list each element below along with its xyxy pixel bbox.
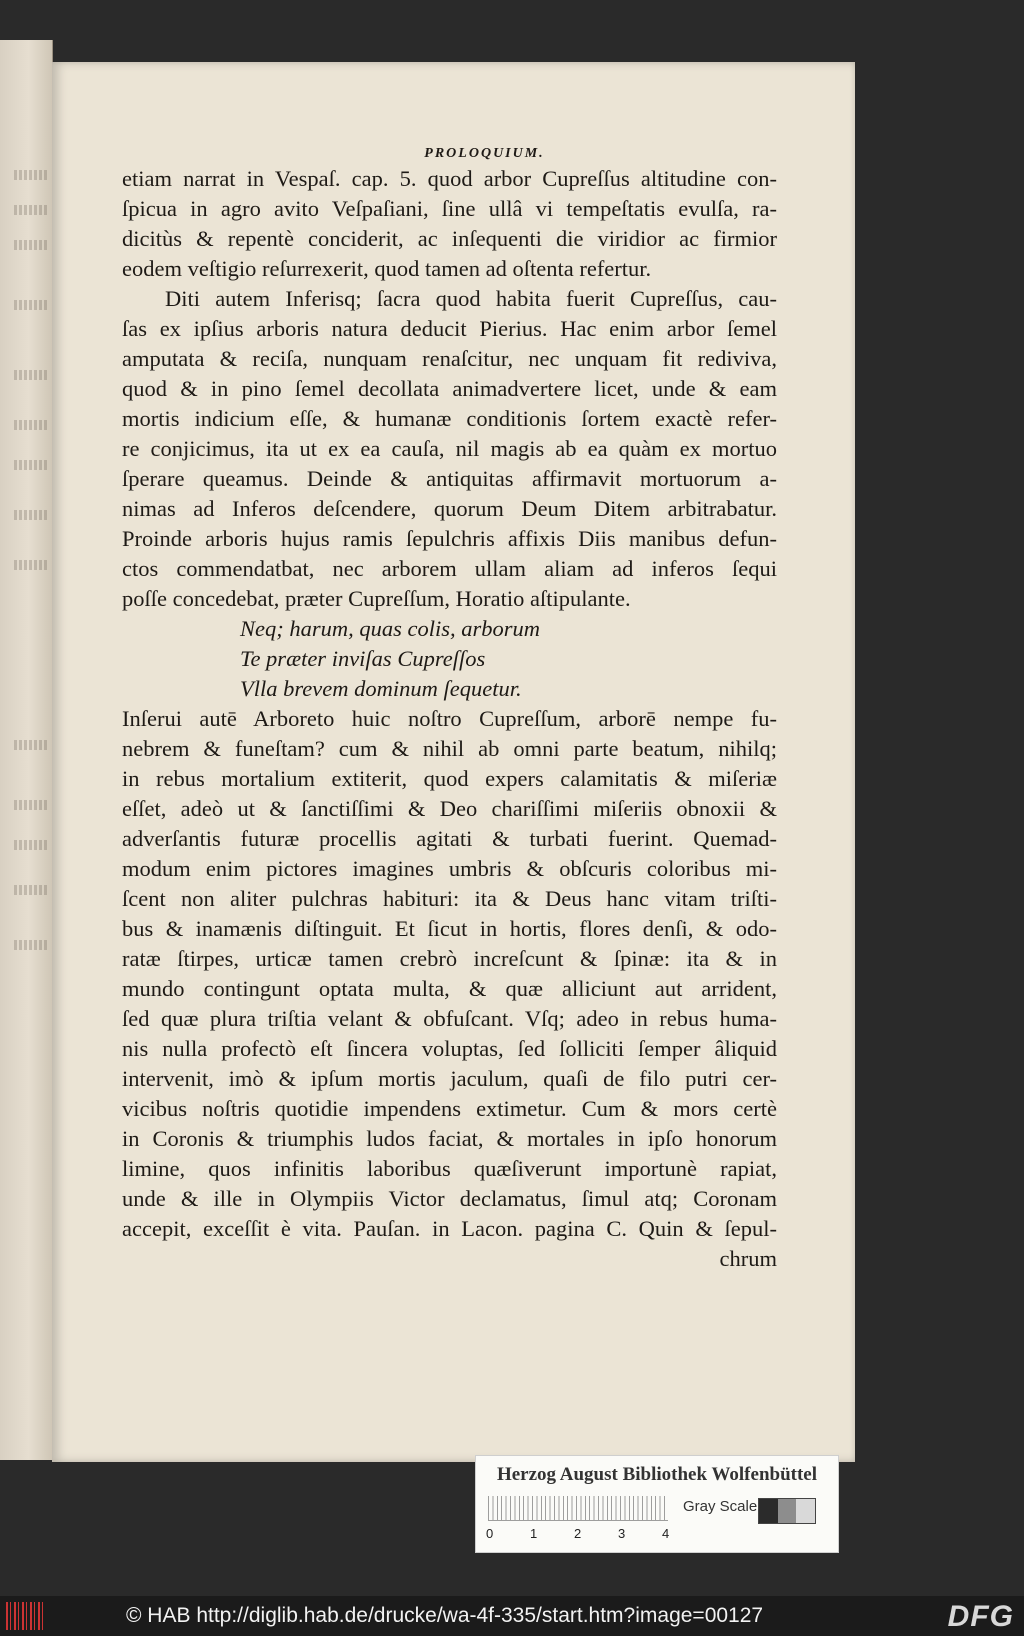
text-line: mundo contingunt optata multa, & quæ alliciunt aut arrident,: [122, 976, 777, 1001]
text-line: unde & ille in Olympiis Victor declamatus, ſimul atq; Coronam: [122, 1186, 777, 1211]
footer-bar: [0, 1596, 1024, 1636]
text-line: re conjicimus, ita ut ex ea cauſa, nil magis ab ea quàm ex mortuo: [122, 436, 777, 461]
text-line: adverſantis futuræ procellis agitati & turbati fuerint. Quemad-: [122, 826, 777, 851]
text-line: bus & inamænis diſtinguit. Et ſicut in hortis, flores denſi, & odo-: [122, 916, 777, 941]
ruler-number: 3: [618, 1526, 626, 1541]
gray-scale-label: Gray Scale: [683, 1498, 758, 1515]
copyright-url[interactable]: © HAB http://diglib.hab.de/drucke/wa-4f-335/start.htm?image=00127: [126, 1604, 764, 1627]
text-line: eodem veſtigio reſurrexerit, quod tamen ad oſtenta refertur.: [122, 256, 652, 281]
text-line: limine, quos infinitis laboribus quæſiverunt importunè rapiat,: [122, 1156, 777, 1181]
running-head: PROLOQUIUM.: [424, 146, 545, 161]
ruler-number: 2: [574, 1526, 582, 1541]
text-block: [122, 144, 777, 1274]
book-page: [52, 62, 855, 1462]
text-line: quod & in pino ſemel decollata animadvertere licet, unde & eam: [122, 376, 777, 401]
ruler-number: 1: [530, 1526, 538, 1541]
text-line: in rebus mortalium extiterit, quod expers calamitatis & miſeriæ: [122, 766, 777, 791]
ruler-number: 4: [662, 1526, 670, 1541]
text-line: ctos commendatbat, nec arborem ullam aliam ad inferos ſequi: [122, 556, 777, 581]
text-line: Diti autem Inferisq; ſacra quod habita fuerit Cupreſſus, cau-: [165, 286, 777, 311]
text-line: ſed quæ plura triſtia velant & obfuſcant. Vſq; adeo in rebus huma-: [122, 1006, 777, 1031]
text-line: etiam narrat in Vespaſ. cap. 5. quod arbor Cupreſſus altitudine con-: [122, 166, 777, 191]
verse-line: Vlla brevem dominum ſequetur.: [240, 676, 522, 701]
ruler-scale: [488, 1496, 668, 1521]
text-line: accepit, exceſſit è vita. Pauſan. in Lacon. pagina C. Quin & ſepul-: [122, 1216, 777, 1241]
text-line: dicitùs & repentè conciderit, ac inſequenti die viridior ac firmior: [122, 226, 777, 251]
text-line: poſſe concedebat, præter Cupreſſum, Horatio aſtipulante.: [122, 586, 631, 611]
text-line: nimas ad Inferos deſcendere, quorum Deum Ditem arbitrabatur.: [122, 496, 777, 521]
text-line: ſcent non aliter pulchras habituri: ita & Deus hanc vitam triſti-: [122, 886, 777, 911]
gray-scale-swatches: [758, 1498, 816, 1524]
text-line: nis nulla profectò eſt ſincera voluptas, ſed ſolliciti ſemper âliquid: [122, 1036, 777, 1061]
text-line: chrum: [719, 1246, 777, 1271]
text-line: ratæ ſtirpes, urticæ tamen crebrò increſcunt & ſpinæ: ita & in: [122, 946, 777, 971]
text-line: ſpicua in agro avito Veſpaſiani, ſine ullâ vi tempeſtatis evulſa, ra-: [122, 196, 777, 221]
gray-swatch: [796, 1499, 815, 1523]
text-line: vicibus noſtris quotidie impendens extimetur. Cum & mors certè: [122, 1096, 777, 1121]
gray-swatch: [778, 1499, 797, 1523]
ruler-numbers: [486, 1526, 676, 1542]
library-label: [475, 1455, 839, 1553]
barcode-icon: [6, 1602, 46, 1630]
text-line: Inſerui autē Arboreto huic noſtro Cupreſſum, arborē nempe fu-: [122, 706, 777, 731]
text-line: modum enim pictores imagines umbris & obſcuris coloribus mi-: [122, 856, 777, 881]
dfg-logo: DFG: [947, 1600, 1014, 1633]
left-page-edge: [0, 40, 53, 1460]
text-line: ſperare queamus. Deinde & antiquitas affirmavit mortuorum a-: [122, 466, 777, 491]
text-line: in Coronis & triumphis ludos faciat, & mortales in ipſo honorum: [122, 1126, 777, 1151]
text-line: amputata & reciſa, nunquam renaſcitur, nec unquam fit rediviva,: [122, 346, 777, 371]
text-line: eſſet, adeò ut & ſanctiſſimi & Deo chariſſimi miſeriis obnoxii &: [122, 796, 777, 821]
text-line: mortis indicium eſſe, & humanæ conditionis ſortem exactè refer-: [122, 406, 777, 431]
text-line: ſas ex ipſius arboris natura deducit Pierius. Hac enim arbor ſemel: [122, 316, 777, 341]
text-line: Proinde arboris hujus ramis ſepulchris affixis Diis manibus defun-: [122, 526, 777, 551]
gray-swatch: [759, 1499, 778, 1523]
library-name: Herzog August Bibliothek Wolfenbüttel: [496, 1464, 818, 1485]
text-line: nebrem & funeſtam? cum & nihil ab omni parte beatum, nihilq;: [122, 736, 777, 761]
ruler-number: 0: [486, 1526, 494, 1541]
verse-line: Te præter inviſas Cupreſſos: [240, 646, 486, 671]
text-line: intervenit, imò & ipſum mortis jaculum, quaſi de filo putri cer-: [122, 1066, 777, 1091]
verse-line: Neq; harum, quas colis, arborum: [240, 616, 541, 641]
